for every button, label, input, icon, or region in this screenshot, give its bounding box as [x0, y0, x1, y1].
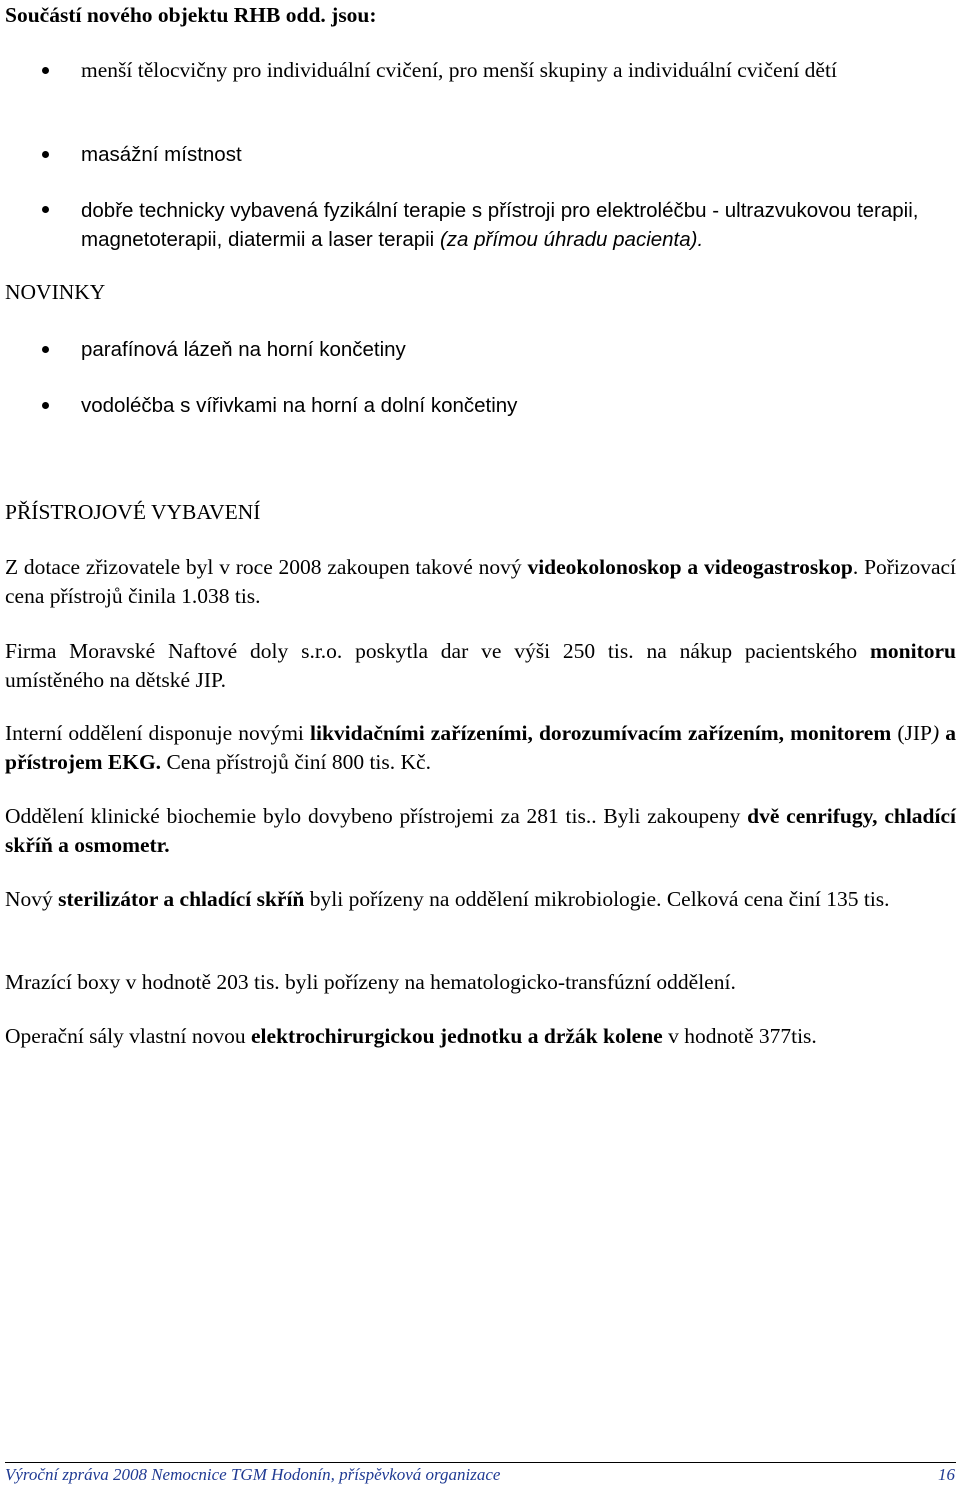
- paragraph-italic: ): [932, 721, 940, 745]
- paragraph: [5, 719, 956, 777]
- page-number: 16: [938, 1465, 955, 1484]
- list-item-note: (za přímou úhradu pacienta).: [439, 228, 704, 251]
- paragraph-text: Cena přístrojů činí 800 tis. Kč.: [166, 750, 431, 774]
- bullet-icon: [42, 151, 49, 158]
- list-item: [81, 196, 956, 254]
- paragraph-text: v hodnotě 377tis.: [668, 1024, 817, 1048]
- paragraph: Mrazící boxy v hodnotě 203 tis. byli pořízeny na hematologicko-transfúzní oddělení.: [5, 970, 736, 994]
- paragraph-bold: sterilizátor a chladící skříň: [58, 887, 305, 911]
- paragraph: [5, 553, 956, 611]
- paragraph-bold: likvidačními zařízeními, dorozumívacím zařízením, monitorem: [310, 721, 892, 745]
- paragraph: [5, 885, 956, 914]
- paragraph-text: Oddělení klinické biochemie bylo dovybeno přístrojemi za 281 tis.. Byli zakoupeny: [5, 804, 741, 828]
- equipment-heading: PŘÍSTROJOVÉ VYBAVENÍ: [5, 500, 261, 524]
- bullet-icon: [42, 67, 49, 74]
- list-item: masážní místnost: [81, 143, 242, 166]
- list-item-text: dobře technicky vybavená fyzikální terapie s přístroji pro elektroléčbu - ultrazvukovou terapii, magnetoterapii, diatermii a laser terapii: [81, 199, 919, 251]
- bullet-icon: [42, 346, 49, 353]
- paragraph-bold: dvě cenrifugy, chladící skříň a osmometr.: [5, 804, 956, 857]
- paragraph-text: Firma Moravské Naftové doly s.r.o. poskytla dar ve výši 250 tis. na nákup pacientského: [5, 639, 858, 663]
- list-item: menší tělocvičny pro individuální cvičení, pro menší skupiny a individuální cvičení dětí: [81, 58, 837, 82]
- list-item: parafínová lázeň na horní končetiny: [81, 338, 406, 361]
- paragraph: [5, 1022, 956, 1051]
- paragraph-bold: elektrochirurgickou jednotku a držák kolene: [251, 1024, 663, 1048]
- paragraph-text: Operační sály vlastní novou: [5, 1024, 246, 1048]
- paragraph-bold: a přístrojem EKG.: [5, 721, 957, 774]
- paragraph-text: . Pořizovací cena přístrojů činila 1.038 tis.: [5, 555, 957, 608]
- paragraph-text: byli pořízeny na oddělení mikrobiologie. Celková cena činí 135 tis.: [309, 887, 890, 911]
- paragraph-text: umístěného na dětské JIP.: [5, 668, 226, 692]
- list-item: vodoléčba s vířivkami na horní a dolní končetiny: [81, 394, 518, 417]
- footer-title: Výroční zpráva 2008 Nemocnice TGM Hodonín, příspěvková organizace: [5, 1465, 501, 1484]
- footer-divider: [5, 1462, 956, 1463]
- paragraph-text: (JIP: [897, 721, 932, 745]
- paragraph-bold: monitoru: [870, 639, 956, 663]
- section-heading: Součástí nového objektu RHB odd. jsou:: [5, 3, 377, 27]
- paragraph-bold: videokolonoskop a videogastroskop: [527, 555, 853, 579]
- bullet-icon: [42, 206, 49, 213]
- paragraph-text: Nový: [5, 887, 53, 911]
- novinky-heading: NOVINKY: [5, 280, 106, 304]
- paragraph-text: Interní oddělení disponuje novými: [5, 721, 304, 745]
- paragraph: [5, 637, 956, 695]
- bullet-icon: [42, 402, 49, 409]
- paragraph: [5, 802, 956, 860]
- paragraph-text: Z dotace zřizovatele byl v roce 2008 zakoupen takové nový: [5, 555, 522, 579]
